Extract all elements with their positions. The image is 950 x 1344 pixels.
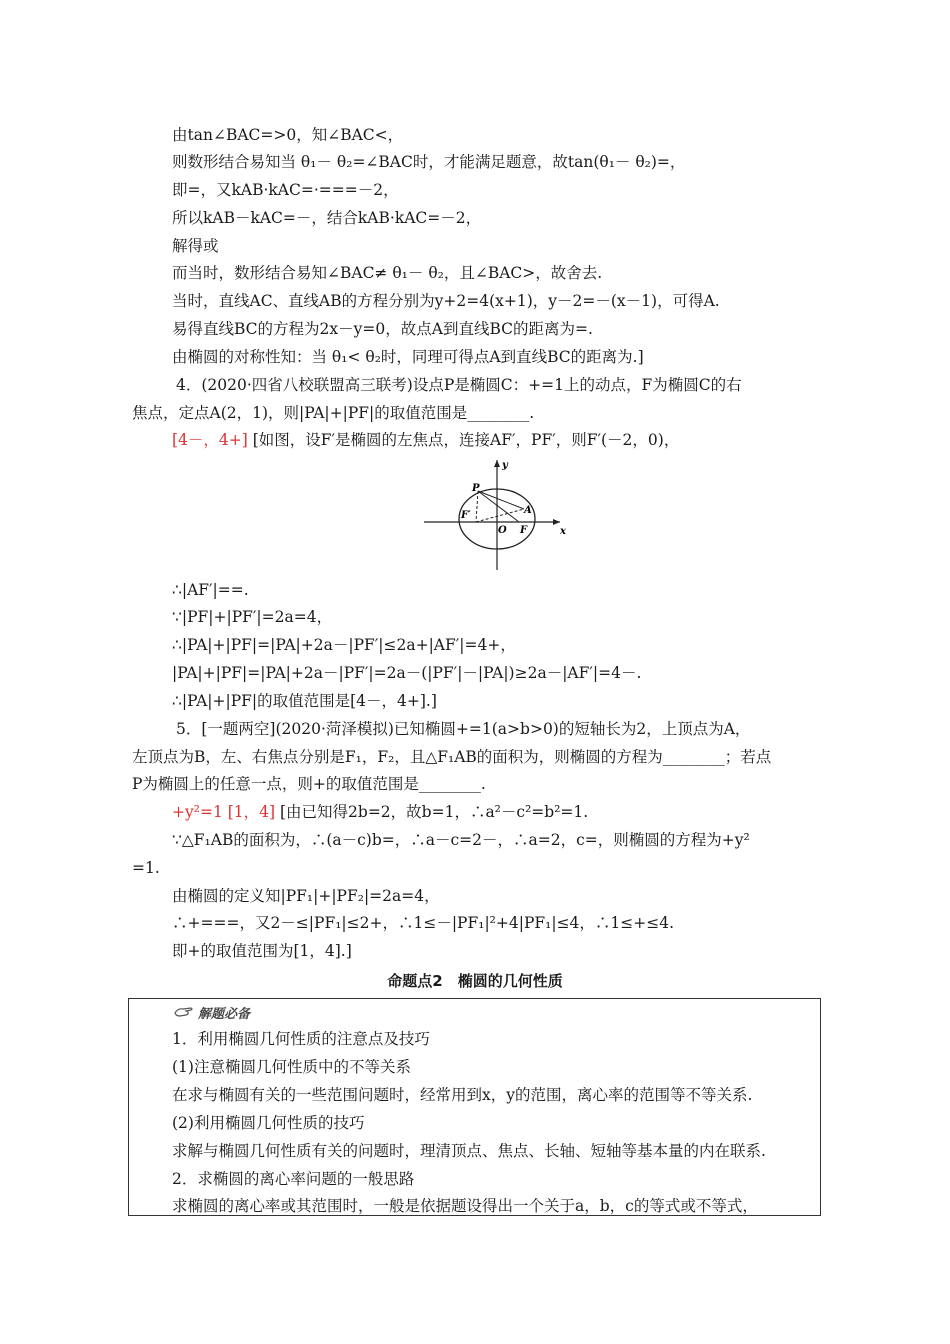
text-line: 所以kAB－kAC=－，结合kAB·kAC=－2， [172, 209, 482, 227]
ellipse-figure [420, 456, 570, 574]
text-line: ∴|AF′|==. [172, 581, 249, 599]
point-P-label: P [472, 483, 480, 494]
text-line: ∵|PF|+|PF′|=2a=4， [172, 608, 333, 626]
text-line: ∵△F₁AB的面积为，∴(a－c)b=，∴a－c=2－，∴a=2，c=，则椭圆的方程为+y² [172, 831, 750, 849]
text-line: 而当时，数形结合易知∠BAC≠ θ₁－ θ₂，且∠BAC>，故舍去. [172, 264, 603, 282]
x-axis-arrow-icon [553, 519, 560, 525]
y-axis-label: y [502, 460, 508, 471]
x-axis-label: x [560, 526, 566, 537]
text-line: 则数形结合易知当 θ₁－ θ₂=∠BAC时，才能满足题意，故tan(θ₁－ θ₂)=， [172, 153, 686, 171]
problem-4-answer-line [172, 430, 679, 450]
section-heading: 命题点2 椭圆的几何性质 [387, 972, 563, 990]
problem-4-answer: [4－，4+] [172, 431, 248, 449]
text-line: ∴|PA|+|PF|的取值范围是[4－，4+].] [172, 692, 437, 710]
text-line: 易得直线BC的方程为2x－y=0，故点A到直线BC的距离为=. [172, 320, 593, 338]
problem-4-stem: 4．(2020·四省八校联盟高三联考)设点P是椭圆C：+=1上的动点，F为椭圆C的右 [176, 376, 742, 394]
text-line: ∴|PA|+|PF|=|PA|+2a－|PF′|≤2a+|AF′|=4+， [172, 636, 516, 654]
problem-5-stem: P为椭圆上的任意一点，则+的取值范围是________. [132, 775, 486, 793]
problem-5-solution-start: [由已知得2b=2，故b=1，∴a²－c²=b²=1. [275, 803, 589, 821]
box-line: 求椭圆的离心率或其范围时，一般是依据题设得出一个关于a，b，c的等式或不等式， [172, 1197, 758, 1215]
problem-4-solution-start: [如图，设F′是椭圆的左焦点，连接AF′，PF′，则F′(－2，0)， [247, 431, 680, 449]
problem-5-stem: 5．[一题两空](2020·菏泽模拟)已知椭圆+=1(a>b>0)的短轴长为2，上顶点为A， [176, 720, 751, 738]
text-line: 解得或 [172, 237, 219, 255]
text-line: 即=，又kAB·kAC=·===－2， [172, 181, 399, 199]
problem-4-stem: 焦点，定点A(2，1)，则|PA|+|PF|的取值范围是________. [132, 404, 535, 422]
box-line: 2．求椭圆的离心率问题的一般思路 [172, 1170, 415, 1188]
box-line: (2)利用椭圆几何性质的技巧 [172, 1114, 365, 1132]
text-line: 由tan∠BAC=>0，知∠BAC<， [172, 126, 404, 144]
point-A-label: A [524, 505, 532, 516]
text-line: ∴+===，又2－≤|PF₁|≤2+，∴1≤－|PF₁|²+4|PF₁|≤4，∴1≤+≤4. [172, 914, 675, 932]
key-points-badge [174, 1003, 250, 1021]
y-axis-arrow-icon [494, 460, 500, 467]
box-line: 在求与椭圆有关的一些范围问题时，经常用到x，y的范围，离心率的范围等不等关系. [172, 1086, 753, 1104]
text-line: 即+的取值范围为[1，4].] [172, 942, 352, 960]
text-line: |PA|+|PF|=|PA|+2a－|PF′|=2a－(|PF′|－|PA|)≥2a－|AF′|=4－. [172, 664, 642, 682]
origin-label: O [498, 525, 507, 536]
text-line: =1. [132, 859, 160, 877]
point-F-label: F [520, 525, 528, 536]
segment-PF-prime [476, 491, 478, 522]
box-line: 求解与椭圆几何性质有关的问题时，理清顶点、焦点、长轴、短轴等基本量的内在联系. [172, 1142, 766, 1160]
segment-PF [478, 491, 519, 522]
point-F-prime-label: F′ [461, 510, 471, 521]
hand-pointer-icon [174, 1005, 194, 1019]
badge-label: 解题必备 [198, 1006, 251, 1022]
problem-5-answer-line [172, 802, 588, 822]
box-line: 1．利用椭圆几何性质的注意点及技巧 [172, 1030, 430, 1048]
text-line: 由椭圆的定义知|PF₁|+|PF₂|=2a=4， [172, 887, 440, 905]
problem-5-answer: +y²=1 [1，4] [172, 803, 276, 821]
box-line: (1)注意椭圆几何性质中的不等关系 [172, 1058, 411, 1076]
text-line: 当时，直线AC、直线AB的方程分别为y+2=4(x+1)，y－2=－(x－1)，可得A. [172, 292, 720, 310]
text-line: 由椭圆的对称性知：当 θ₁< θ₂时，同理可得点A到直线BC的距离为.] [172, 348, 644, 366]
problem-5-stem: 左顶点为B，左、右焦点分别是F₁，F₂，且△F₁AB的面积为，则椭圆的方程为________；若点 [132, 748, 772, 766]
